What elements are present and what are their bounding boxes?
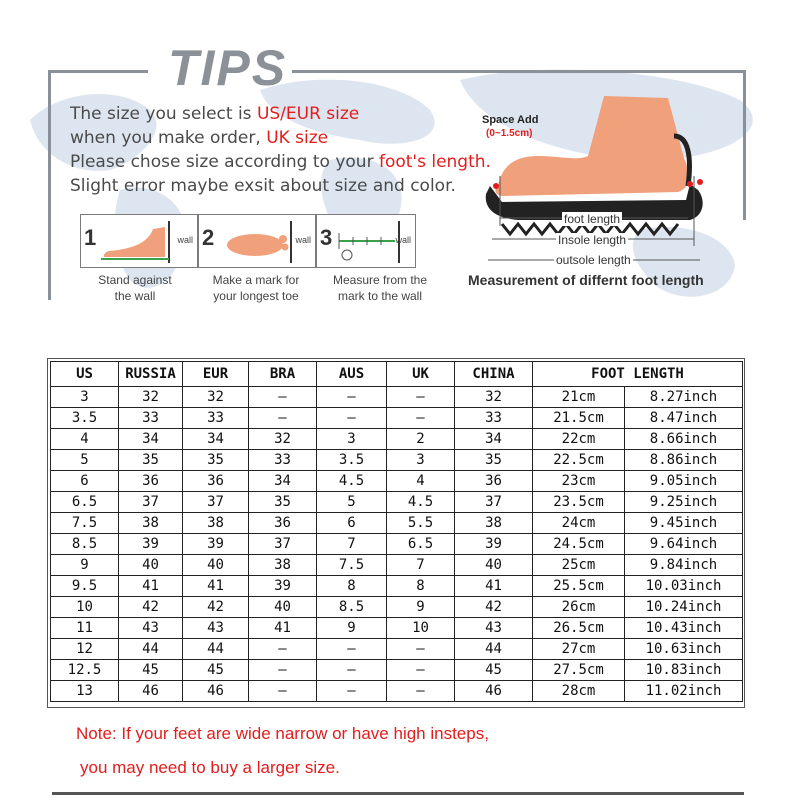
table-cell: 36: [183, 471, 249, 492]
table-cell: –: [317, 639, 387, 660]
table-cell: 8.86inch: [625, 450, 743, 471]
tip-line-3: [70, 152, 491, 172]
tip-line-1-highlight: US/EUR size: [256, 104, 360, 124]
table-cell: –: [317, 681, 387, 702]
table-row: [51, 471, 743, 492]
frame-left: [48, 70, 51, 300]
table-cell: 4: [51, 429, 119, 450]
step-3-box: [316, 214, 416, 268]
table-cell: 24cm: [533, 513, 625, 534]
note-line-1: Note: If your feet are wide narrow or have high insteps,: [76, 724, 489, 743]
table-cell: 34: [455, 429, 533, 450]
tip-line-2-highlight: UK size: [266, 128, 329, 148]
table-cell: 7.5: [317, 555, 387, 576]
step-1-wall-label: wall: [177, 235, 193, 245]
table-cell: –: [387, 639, 455, 660]
outsole-length-label: outsole length: [556, 253, 631, 267]
table-cell: 40: [119, 555, 183, 576]
table-cell: 12.5: [51, 660, 119, 681]
table-cell: 21.5cm: [533, 408, 625, 429]
table-row: [51, 534, 743, 555]
header-aus: AUS: [317, 362, 387, 387]
table-cell: 9.64inch: [625, 534, 743, 555]
table-cell: 3.5: [317, 450, 387, 471]
table-cell: 6.5: [387, 534, 455, 555]
table-cell: 22.5cm: [533, 450, 625, 471]
table-cell: 8.66inch: [625, 429, 743, 450]
table-cell: 27cm: [533, 639, 625, 660]
header-eur: EUR: [183, 362, 249, 387]
table-cell: 36: [249, 513, 317, 534]
table-cell: 40: [183, 555, 249, 576]
header-foot-length: FOOT LENGTH: [533, 362, 743, 387]
table-cell: 33: [455, 408, 533, 429]
table-cell: –: [387, 408, 455, 429]
table-header-row: [51, 362, 743, 387]
step-3-wall-label: wall: [395, 235, 411, 245]
table-cell: 38: [119, 513, 183, 534]
table-cell: 9.05inch: [625, 471, 743, 492]
table-cell: 6: [51, 471, 119, 492]
table-cell: 42: [455, 597, 533, 618]
table-cell: 8.27inch: [625, 387, 743, 408]
table-cell: –: [317, 387, 387, 408]
foot-shape: [495, 96, 688, 196]
table-cell: 8.5: [51, 534, 119, 555]
table-cell: 10: [387, 618, 455, 639]
table-cell: 39: [455, 534, 533, 555]
table-cell: 32: [455, 387, 533, 408]
table-row: [51, 492, 743, 513]
table-cell: 10.24inch: [625, 597, 743, 618]
table-cell: –: [249, 681, 317, 702]
table-cell: 33: [183, 408, 249, 429]
step-2-wall-label: wall: [295, 235, 311, 245]
table-cell: 45: [183, 660, 249, 681]
note-box: [52, 708, 744, 795]
table-cell: 10.03inch: [625, 576, 743, 597]
table-cell: 3: [317, 429, 387, 450]
table-cell: 5: [51, 450, 119, 471]
table-cell: 12: [51, 639, 119, 660]
table-row: [51, 576, 743, 597]
frame-top-left: [48, 70, 148, 73]
table-cell: 35: [183, 450, 249, 471]
table-cell: –: [387, 681, 455, 702]
table-cell: 13: [51, 681, 119, 702]
header-russia: RUSSIA: [119, 362, 183, 387]
table-cell: 33: [119, 408, 183, 429]
table-cell: 37: [249, 534, 317, 555]
header-us: US: [51, 362, 119, 387]
table-row: [51, 660, 743, 681]
step-2-caption: Make a mark for your longest toe: [212, 273, 300, 303]
table-cell: 9.84inch: [625, 555, 743, 576]
table-cell: 41: [455, 576, 533, 597]
tip-line-1-text: The size you select is: [70, 104, 257, 124]
table-cell: 22cm: [533, 429, 625, 450]
table-cell: 4.5: [317, 471, 387, 492]
space-add-label: Space Add: [482, 114, 539, 126]
table-cell: 3: [387, 450, 455, 471]
table-cell: 23.5cm: [533, 492, 625, 513]
table-cell: 3.5: [51, 408, 119, 429]
size-chart-table: [50, 361, 743, 702]
table-cell: 34: [119, 429, 183, 450]
step-2-box: [198, 214, 316, 268]
table-cell: 25.5cm: [533, 576, 625, 597]
table-row: [51, 408, 743, 429]
table-cell: 10.63inch: [625, 639, 743, 660]
table-cell: 7: [317, 534, 387, 555]
table-cell: 40: [249, 597, 317, 618]
table-row: [51, 450, 743, 471]
table-cell: 44: [183, 639, 249, 660]
frame-right: [743, 70, 746, 220]
step-1-number: 1: [84, 225, 97, 250]
table-cell: 44: [119, 639, 183, 660]
table-cell: 45: [455, 660, 533, 681]
table-cell: –: [249, 639, 317, 660]
table-cell: 9.25inch: [625, 492, 743, 513]
table-cell: 32: [183, 387, 249, 408]
table-cell: 26cm: [533, 597, 625, 618]
table-cell: 41: [249, 618, 317, 639]
table-cell: 38: [455, 513, 533, 534]
table-cell: 10: [51, 597, 119, 618]
step-3-number: 3: [320, 225, 333, 250]
table-cell: 3: [51, 387, 119, 408]
table-cell: 23cm: [533, 471, 625, 492]
table-cell: 33: [249, 450, 317, 471]
measurement-caption: Measurement of differnt foot length: [468, 272, 704, 288]
table-cell: 4: [387, 471, 455, 492]
table-cell: 46: [183, 681, 249, 702]
step-2-number: 2: [202, 225, 215, 250]
table-cell: 38: [183, 513, 249, 534]
table-cell: 9: [51, 555, 119, 576]
table-cell: 43: [183, 618, 249, 639]
table-cell: –: [249, 660, 317, 681]
table-cell: 39: [249, 576, 317, 597]
table-cell: 11.02inch: [625, 681, 743, 702]
foot-length-label: foot length: [564, 212, 621, 226]
table-cell: 42: [119, 597, 183, 618]
table-row: [51, 429, 743, 450]
table-row: [51, 618, 743, 639]
table-cell: 37: [183, 492, 249, 513]
table-cell: 38: [249, 555, 317, 576]
table-cell: 6: [317, 513, 387, 534]
table-cell: –: [249, 387, 317, 408]
table-cell: 4.5: [387, 492, 455, 513]
table-cell: –: [317, 408, 387, 429]
table-cell: 40: [455, 555, 533, 576]
tip-line-1: [70, 104, 359, 124]
table-cell: 41: [119, 576, 183, 597]
table-cell: 43: [119, 618, 183, 639]
table-row: [51, 639, 743, 660]
table-cell: 46: [455, 681, 533, 702]
table-cell: 34: [249, 471, 317, 492]
table-cell: 8: [317, 576, 387, 597]
tip-line-3-text: Please chose size according to your: [70, 152, 379, 172]
table-cell: 36: [455, 471, 533, 492]
table-cell: 9: [317, 618, 387, 639]
frame-top-right: [292, 70, 746, 73]
step-1-caption: Stand against the wall: [98, 273, 172, 303]
header-china: CHINA: [455, 362, 533, 387]
table-cell: 6.5: [51, 492, 119, 513]
table-cell: 42: [183, 597, 249, 618]
table-cell: 36: [119, 471, 183, 492]
table-cell: 34: [183, 429, 249, 450]
table-cell: 44: [455, 639, 533, 660]
table-cell: 39: [183, 534, 249, 555]
table-cell: 11: [51, 618, 119, 639]
table-cell: 7: [387, 555, 455, 576]
space-add-range: (0~1.5cm): [486, 128, 533, 139]
table-cell: 8.47inch: [625, 408, 743, 429]
table-row: [51, 387, 743, 408]
table-cell: 25cm: [533, 555, 625, 576]
table-cell: 32: [119, 387, 183, 408]
table-cell: 8.5: [317, 597, 387, 618]
table-cell: 46: [119, 681, 183, 702]
table-cell: 39: [119, 534, 183, 555]
tip-line-4: Slight error maybe exsit about size and color.: [70, 176, 456, 196]
table-row: [51, 681, 743, 702]
table-cell: 10.43inch: [625, 618, 743, 639]
table-cell: 10.83inch: [625, 660, 743, 681]
table-cell: 35: [249, 492, 317, 513]
tip-line-2-text: when you make order,: [70, 128, 267, 148]
table-cell: –: [387, 660, 455, 681]
table-cell: 37: [455, 492, 533, 513]
step-1-box: [80, 214, 198, 268]
table-cell: 5: [317, 492, 387, 513]
table-row: [51, 597, 743, 618]
note-line-2: you may need to buy a larger size.: [80, 758, 340, 777]
tip-line-2: [70, 128, 328, 148]
step-3-caption: Measure from the mark to the wall: [332, 273, 428, 303]
table-cell: 8: [387, 576, 455, 597]
table-cell: 32: [249, 429, 317, 450]
table-cell: 7.5: [51, 513, 119, 534]
table-cell: 2: [387, 429, 455, 450]
header-uk: UK: [387, 362, 455, 387]
table-row: [51, 555, 743, 576]
table-cell: 9: [387, 597, 455, 618]
tip-line-3-highlight: foot's length.: [378, 152, 491, 172]
insole-length-label: Insole length: [558, 233, 627, 247]
table-cell: 43: [455, 618, 533, 639]
table-cell: –: [317, 660, 387, 681]
table-cell: 26.5cm: [533, 618, 625, 639]
table-row: [51, 513, 743, 534]
table-cell: 27.5cm: [533, 660, 625, 681]
table-cell: 35: [119, 450, 183, 471]
table-cell: 21cm: [533, 387, 625, 408]
table-cell: –: [387, 387, 455, 408]
table-cell: 9.45inch: [625, 513, 743, 534]
header-bra: BRA: [249, 362, 317, 387]
table-cell: 5.5: [387, 513, 455, 534]
table-cell: 37: [119, 492, 183, 513]
tips-title: TIPS: [168, 40, 288, 96]
table-cell: 41: [183, 576, 249, 597]
table-cell: 9.5: [51, 576, 119, 597]
table-cell: 45: [119, 660, 183, 681]
table-cell: –: [249, 408, 317, 429]
table-cell: 24.5cm: [533, 534, 625, 555]
size-table-body: [51, 387, 743, 702]
table-cell: 35: [455, 450, 533, 471]
table-cell: 28cm: [533, 681, 625, 702]
